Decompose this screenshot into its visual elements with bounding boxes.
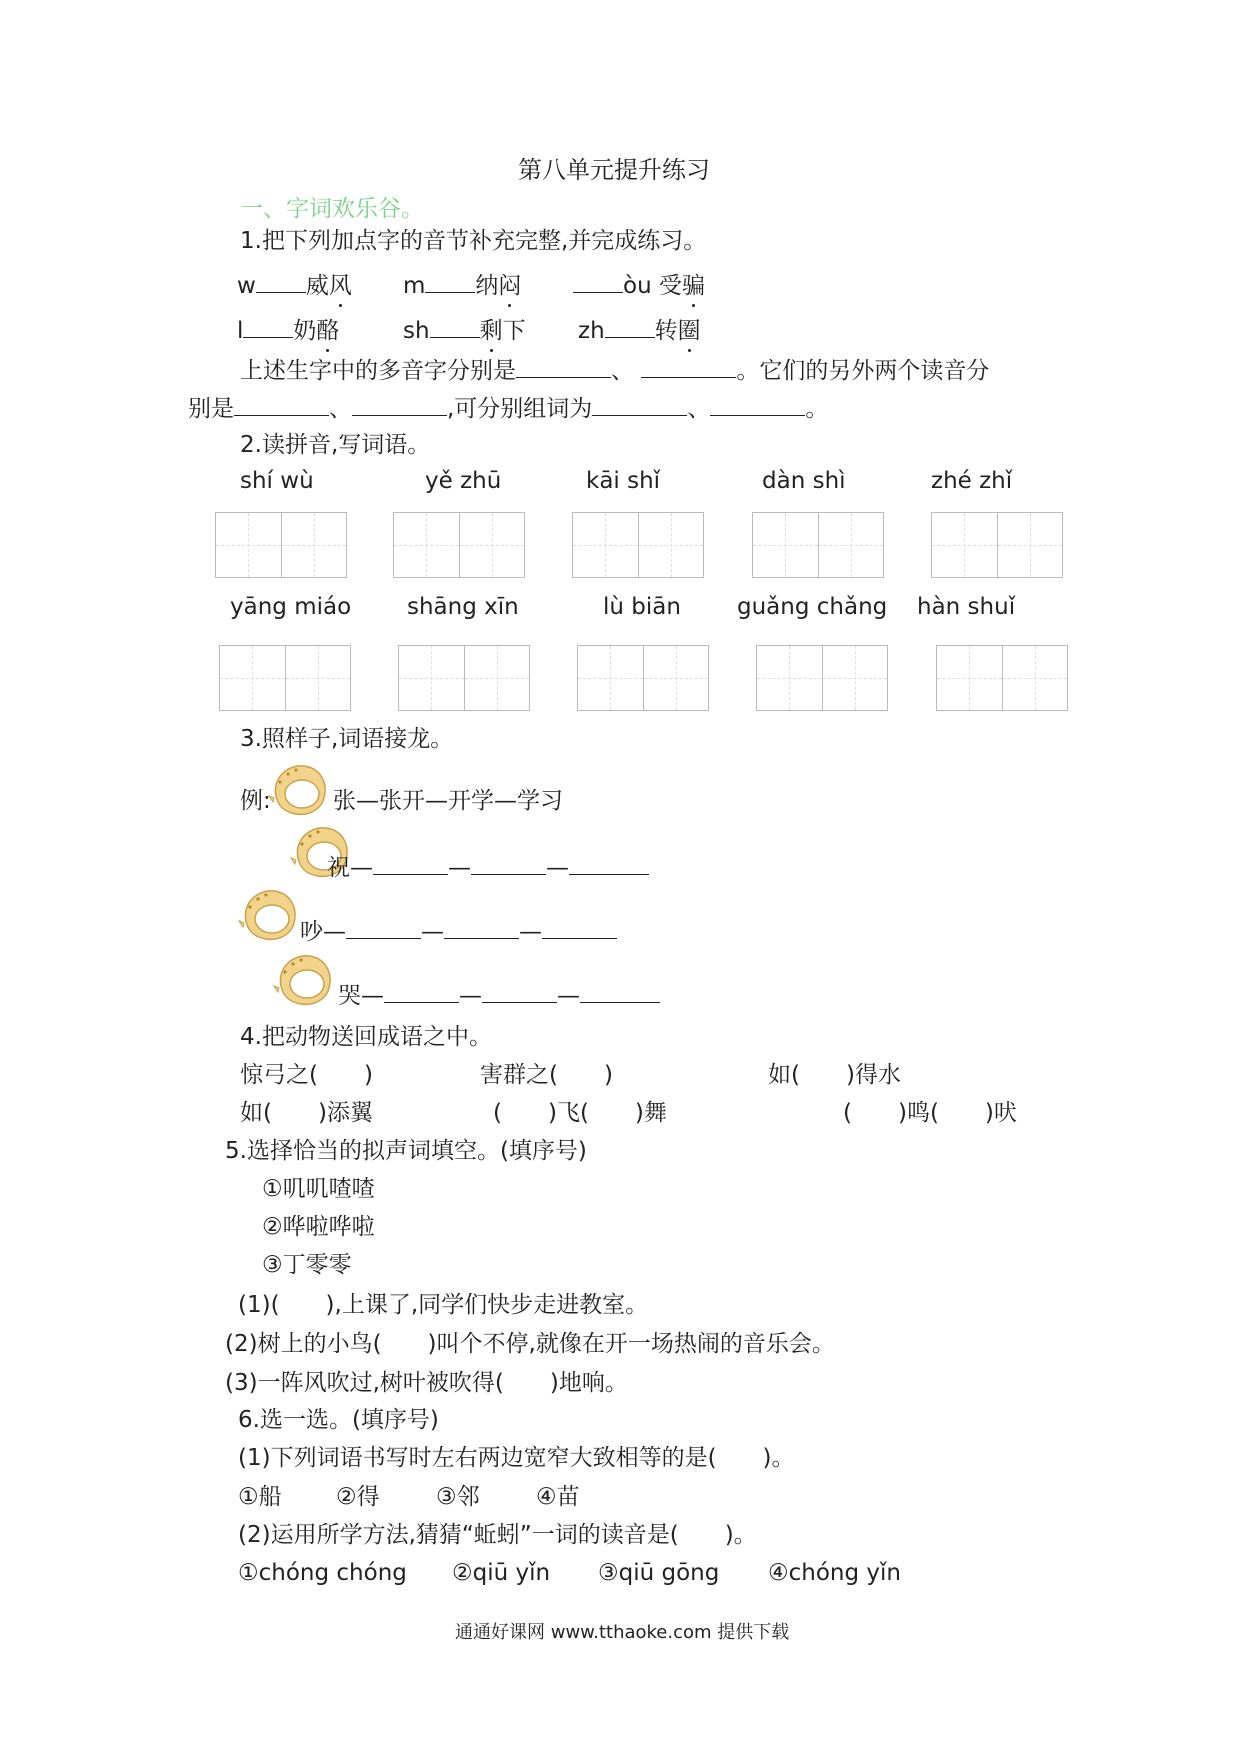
q5-sentence: (1)( ),上课了,同学们快步走进教室。 bbox=[238, 1292, 649, 1318]
answer-blank[interactable] bbox=[573, 270, 623, 293]
writing-grid[interactable] bbox=[393, 512, 525, 578]
q1-item: sh 剩下 bbox=[403, 315, 526, 346]
example-chain: 张—张开—开学—学习 bbox=[333, 788, 563, 814]
q6-option: ①船 bbox=[238, 1484, 282, 1510]
answer-blank[interactable] bbox=[373, 852, 448, 875]
pinyin-label: shāng xīn bbox=[407, 594, 519, 620]
writing-grid[interactable] bbox=[752, 512, 884, 578]
answer-blank[interactable] bbox=[605, 315, 655, 338]
q1-heading: 1.把下列加点字的音节补充完整,并完成练习。 bbox=[240, 228, 707, 254]
answer-blank[interactable] bbox=[710, 393, 805, 416]
footer-text: 通通好课网 www.tthaoke.com 提供下载 bbox=[455, 1622, 790, 1643]
answer-blank[interactable] bbox=[542, 916, 617, 939]
option-item: ②哗啦哗啦 bbox=[262, 1214, 375, 1240]
idiom-item: 如( )添翼 bbox=[240, 1100, 373, 1126]
chick-icon bbox=[268, 760, 332, 820]
pinyin-label: yě zhū bbox=[425, 468, 502, 494]
q2-heading: 2.读拼音,写词语。 bbox=[240, 432, 431, 458]
answer-blank[interactable] bbox=[569, 852, 649, 875]
answer-blank[interactable] bbox=[580, 980, 660, 1003]
writing-grid[interactable] bbox=[931, 512, 1063, 578]
page-title: 第八单元提升练习 bbox=[518, 156, 710, 184]
answer-blank[interactable] bbox=[352, 393, 447, 416]
writing-grid[interactable] bbox=[219, 645, 351, 711]
answer-blank[interactable] bbox=[641, 355, 736, 378]
answer-blank[interactable] bbox=[430, 315, 480, 338]
q3-heading: 3.照样子,词语接龙。 bbox=[240, 726, 454, 752]
pinyin-label: shí wù bbox=[240, 468, 314, 494]
answer-blank[interactable] bbox=[346, 916, 421, 939]
q6-heading: 6.选一选。(填序号) bbox=[238, 1407, 439, 1433]
pinyin-label: yāng miáo bbox=[230, 594, 352, 620]
q6-option: ④chóng yǐn bbox=[768, 1560, 901, 1586]
q4-heading: 4.把动物送回成语之中。 bbox=[240, 1024, 492, 1050]
idiom-item: ( )鸣( )吠 bbox=[843, 1100, 1017, 1126]
q6-option: ②得 bbox=[336, 1484, 380, 1510]
q5-sentence: (2)树上的小鸟( )叫个不停,就像在开一场热闹的音乐会。 bbox=[225, 1331, 835, 1357]
q5-heading: 5.选择恰当的拟声词填空。(填序号) bbox=[225, 1138, 587, 1164]
option-item: ③丁零零 bbox=[262, 1252, 352, 1278]
answer-blank[interactable] bbox=[234, 393, 329, 416]
pinyin-label: lù biān bbox=[603, 594, 681, 620]
chick-icon bbox=[273, 950, 337, 1010]
answer-blank[interactable] bbox=[516, 355, 611, 378]
q6-sub1: (1)下列词语书写时左右两边宽窄大致相等的是( )。 bbox=[238, 1445, 795, 1471]
pinyin-label: guǎng chǎng bbox=[737, 594, 888, 620]
pinyin-label: dàn shì bbox=[762, 468, 846, 494]
q1-item: w 威风 bbox=[237, 270, 352, 301]
section-heading: 一、字词欢乐谷。 bbox=[240, 196, 424, 222]
q1-sentence-line2: 别是 、 ,可分别组词为 、 。 bbox=[188, 393, 828, 424]
answer-blank[interactable] bbox=[592, 393, 687, 416]
example-label: 例: bbox=[240, 788, 271, 814]
q6-sub2: (2)运用所学方法,猜猜“蚯蚓”一词的读音是( )。 bbox=[238, 1522, 757, 1548]
q1-sentence-line1: 上述生字中的多音字分别是 、 。它们的另外两个读音分 bbox=[240, 355, 989, 386]
q1-item: zh 转圈 bbox=[578, 315, 701, 346]
answer-blank[interactable] bbox=[444, 916, 519, 939]
q1-item: òu 受骗 bbox=[573, 270, 705, 301]
answer-blank[interactable] bbox=[425, 270, 475, 293]
chick-icon bbox=[238, 885, 302, 945]
answer-blank[interactable] bbox=[256, 270, 306, 293]
writing-grid[interactable] bbox=[572, 512, 704, 578]
q6-option: ②qiū yǐn bbox=[452, 1560, 551, 1586]
chain-row: 祝— — — bbox=[327, 852, 649, 883]
q1-item: m 纳闷 bbox=[403, 270, 521, 301]
idiom-item: 害群之( ) bbox=[480, 1062, 613, 1088]
idiom-item: ( )飞( )舞 bbox=[493, 1100, 667, 1126]
q1-item: l 奶酪 bbox=[237, 315, 339, 346]
idiom-item: 如( )得水 bbox=[768, 1062, 901, 1088]
option-item: ①叽叽喳喳 bbox=[262, 1176, 375, 1202]
q6-option: ④苗 bbox=[536, 1484, 580, 1510]
answer-blank[interactable] bbox=[243, 315, 293, 338]
q6-option: ③qiū gōng bbox=[598, 1560, 720, 1586]
chain-row: 哭— — — bbox=[338, 980, 660, 1011]
pinyin-label: kāi shǐ bbox=[586, 468, 661, 494]
answer-blank[interactable] bbox=[482, 980, 557, 1003]
answer-blank[interactable] bbox=[384, 980, 459, 1003]
writing-grid[interactable] bbox=[936, 645, 1068, 711]
idiom-item: 惊弓之( ) bbox=[240, 1062, 373, 1088]
chain-row: 吵— — — bbox=[300, 916, 617, 947]
writing-grid[interactable] bbox=[577, 645, 709, 711]
pinyin-label: zhé zhǐ bbox=[931, 468, 1013, 494]
q6-option: ③邻 bbox=[436, 1484, 480, 1510]
writing-grid[interactable] bbox=[215, 512, 347, 578]
pinyin-label: hàn shuǐ bbox=[917, 594, 1016, 620]
q6-option: ①chóng chóng bbox=[238, 1560, 407, 1586]
writing-grid[interactable] bbox=[398, 645, 530, 711]
writing-grid[interactable] bbox=[756, 645, 888, 711]
answer-blank[interactable] bbox=[471, 852, 546, 875]
q5-sentence: (3)一阵风吹过,树叶被吹得( )地响。 bbox=[225, 1370, 628, 1396]
